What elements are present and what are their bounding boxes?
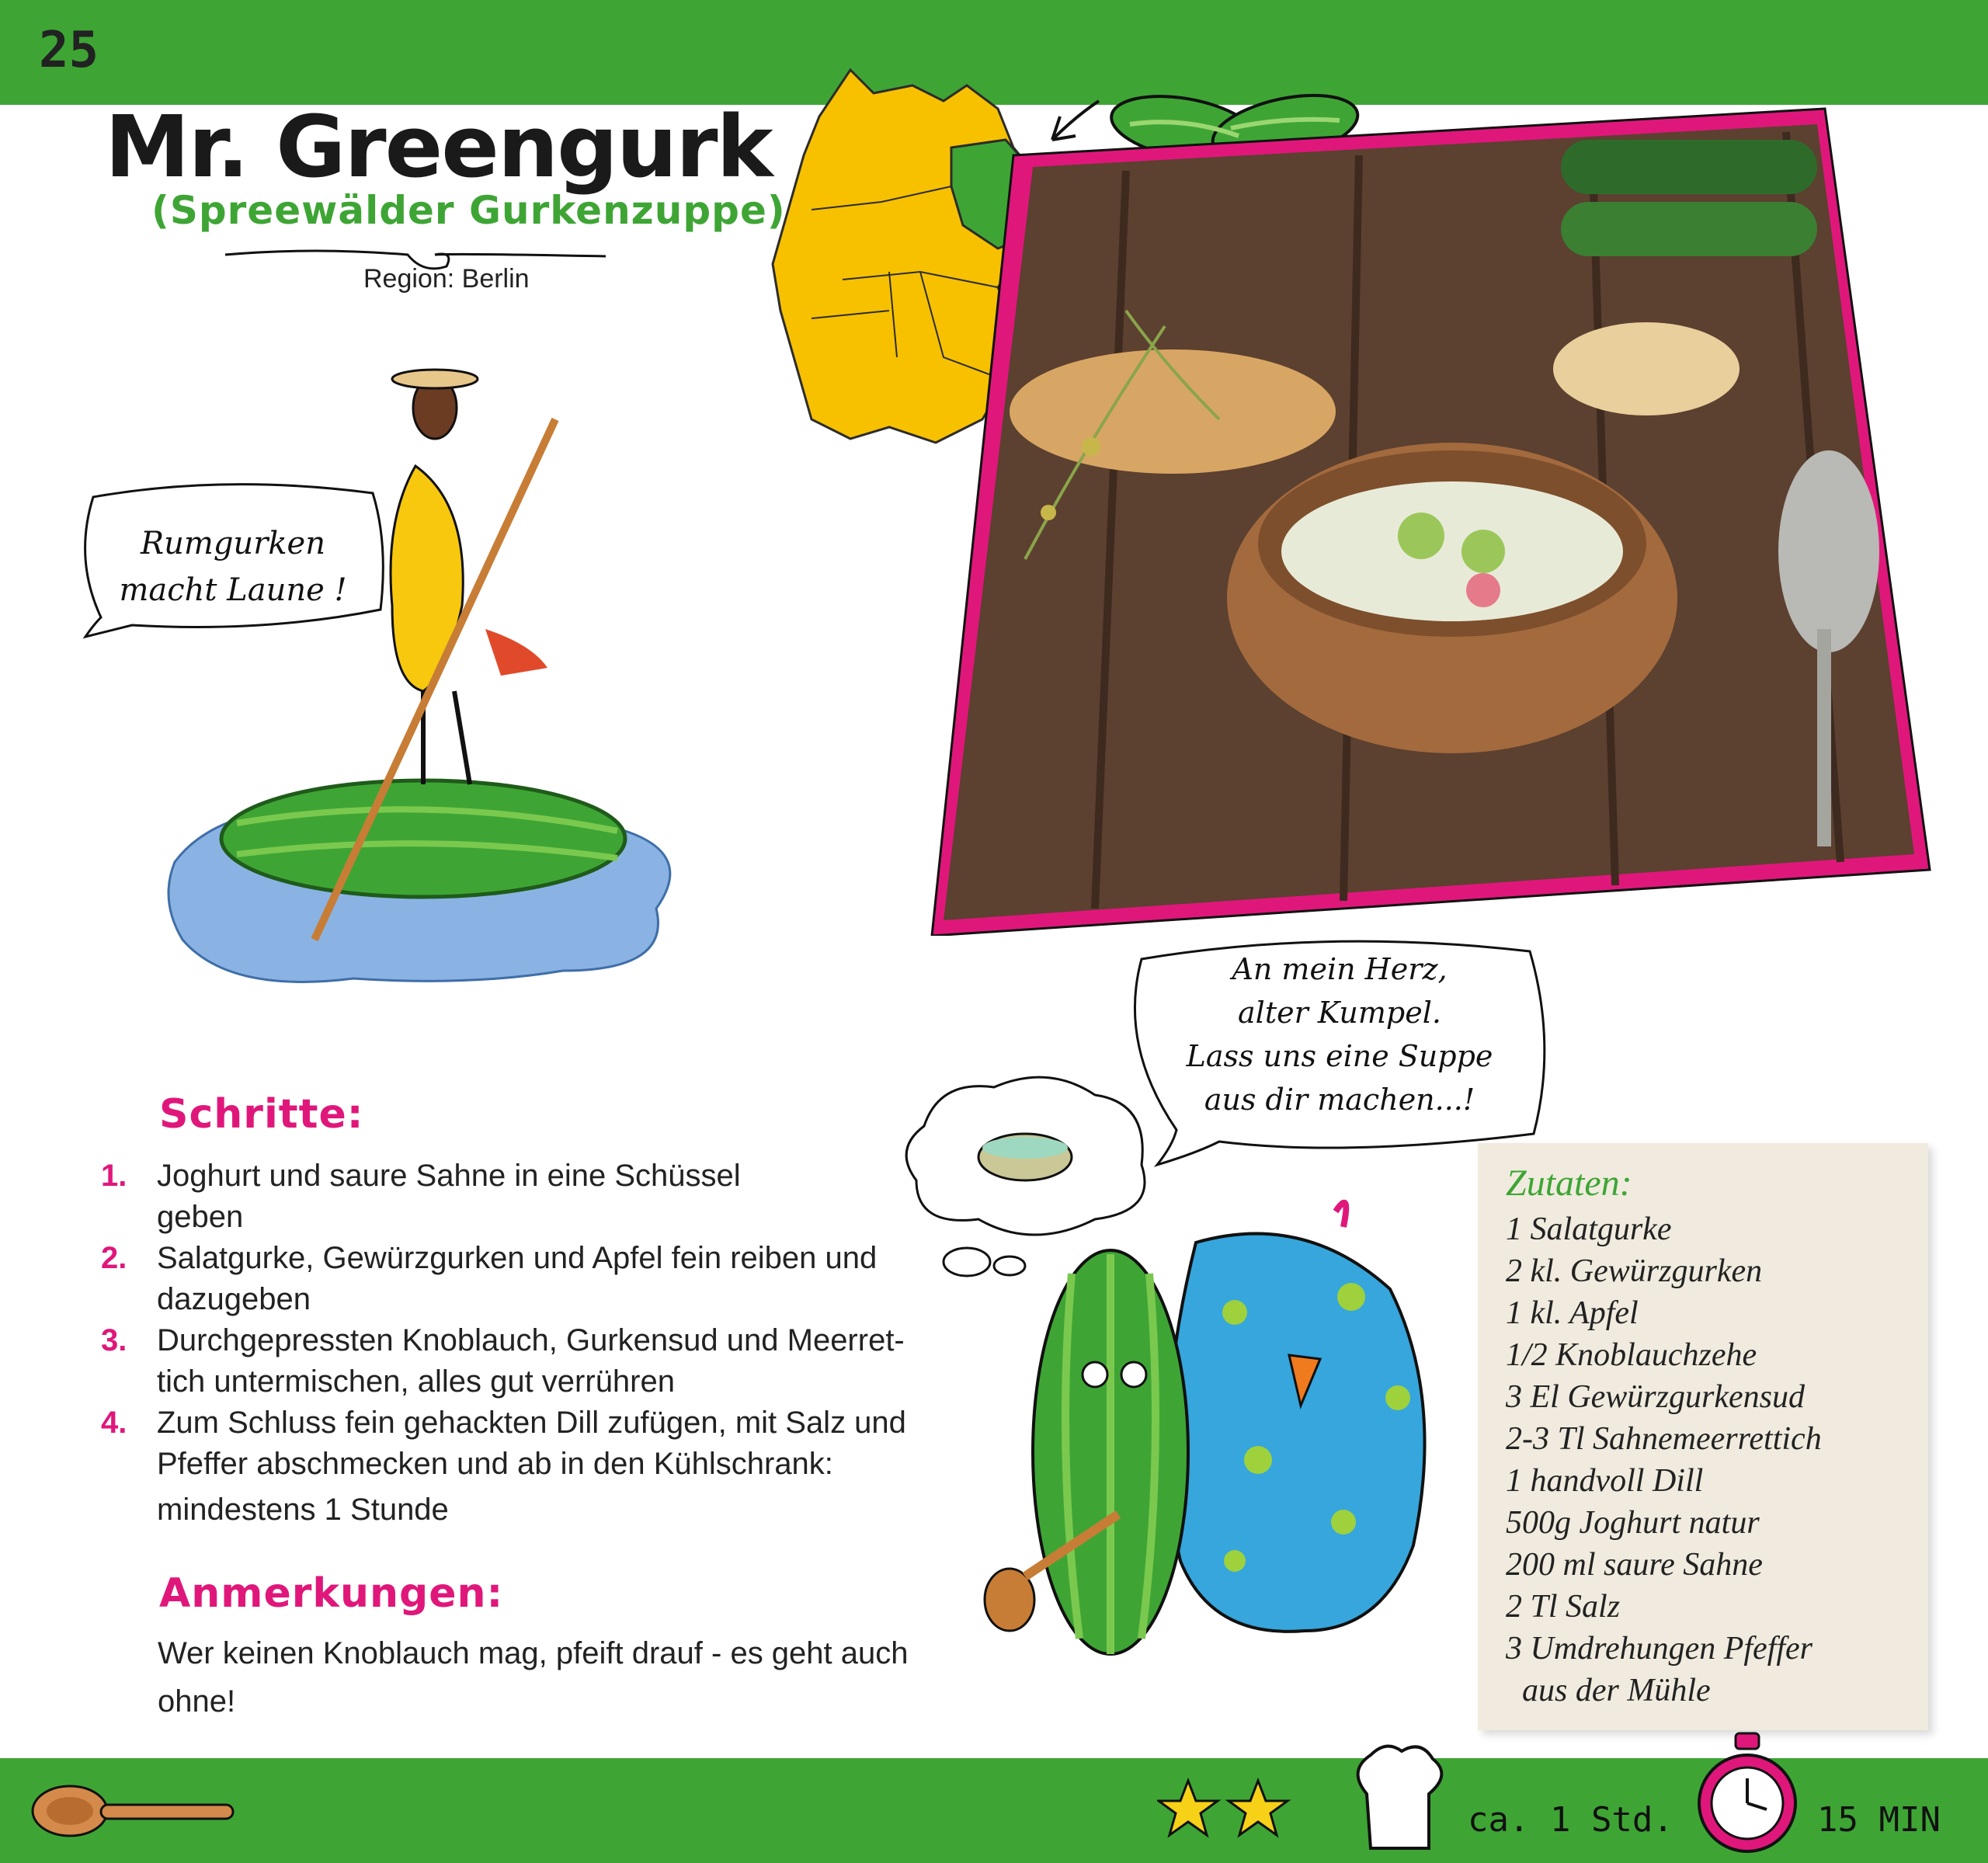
- bottom-bar: [0, 1758, 1988, 1863]
- page-number: 25: [39, 22, 99, 79]
- step-item: [101, 1156, 963, 1238]
- step-line: Pfeffer abschmecken und ab in den Kühlschrank:: [157, 1447, 833, 1481]
- step-line: mindestens 1 Stunde: [157, 1493, 449, 1527]
- step-item: [101, 1320, 963, 1402]
- total-time-label: ca. 1 Std.: [1468, 1800, 1673, 1840]
- ingredient-item: 3 Umdrehungen Pfeffer: [1506, 1631, 1813, 1667]
- notes-heading: Anmerkungen:: [159, 1570, 504, 1617]
- ingredient-item: 1/2 Knoblauchzehe: [1506, 1337, 1757, 1373]
- ingredient-item: 3 El Gewürzgurkensud: [1506, 1379, 1805, 1415]
- ingredient-item: 1 kl. Apfel: [1506, 1295, 1639, 1331]
- notes-text: [158, 1629, 965, 1726]
- step-text: [157, 1238, 877, 1320]
- step-line: Durchgepressten Knoblauch, Gurkensud und Meerret-: [157, 1323, 905, 1357]
- star-icon: [1229, 1781, 1288, 1835]
- ingredient-item: 1 handvoll Dill: [1506, 1463, 1704, 1499]
- star-icon: [1159, 1781, 1218, 1835]
- wooden-spoon-icon: [27, 1778, 237, 1844]
- step-line: Salatgurke, Gewürzgurken und Apfel fein reiben und: [157, 1241, 878, 1275]
- ingredients-heading: Zutaten:: [1506, 1163, 1632, 1204]
- step-text: [157, 1156, 741, 1238]
- speech-right-line-3: Lass uns eine Suppe: [1186, 1039, 1493, 1073]
- stopwatch-icon: [1693, 1732, 1802, 1860]
- step-number: 3.: [101, 1323, 127, 1357]
- recipe-title: Mr. Greengurk: [105, 97, 772, 196]
- ingredient-item: 1 Salatgurke: [1506, 1211, 1672, 1247]
- step-number: 4.: [101, 1406, 127, 1440]
- step-number: 2.: [101, 1241, 127, 1275]
- step-item: [101, 1402, 963, 1531]
- step-line: Zum Schluss fein gehackten Dill zufügen, mit Salz und: [157, 1406, 906, 1440]
- steps-heading: Schritte:: [159, 1091, 364, 1138]
- ingredient-item: 2 Tl Salz: [1506, 1589, 1621, 1625]
- duck-on-cucumber-illustration: [159, 349, 703, 994]
- ingredients-card: [1478, 1143, 1928, 1730]
- chef-hat-icon: [1347, 1740, 1448, 1856]
- speech-right-line-4: aus dir machen...!: [1204, 1083, 1475, 1117]
- step-line: tich untermischen, alles gut verrühren: [157, 1364, 675, 1399]
- speech-left-line-2: macht Laune !: [119, 572, 347, 608]
- speech-left-line-1: Rumgurken: [141, 526, 325, 561]
- region-label: Region: Berlin: [363, 264, 530, 294]
- soup-photo: [893, 93, 1957, 936]
- steps-list: [101, 1156, 963, 1531]
- cucumber-monster-illustration: [978, 1196, 1452, 1693]
- notes-line: ohne!: [158, 1684, 236, 1719]
- speech-right-line-1: An mein Herz,: [1232, 952, 1448, 986]
- ingredients-list: [1506, 1208, 1822, 1712]
- recipe-subtitle: (Spreewälder Gurkenzuppe): [151, 188, 786, 233]
- difficulty-stars: [1157, 1774, 1305, 1844]
- step-text: [157, 1402, 906, 1531]
- ingredient-item: 2-3 Tl Sahnemeerrettich: [1506, 1421, 1822, 1457]
- step-line: Joghurt und saure Sahne in eine Schüssel: [157, 1159, 741, 1193]
- step-line: geben: [157, 1200, 244, 1234]
- ingredient-item: 200 ml saure Sahne: [1506, 1547, 1763, 1583]
- ingredient-item: aus der Mühle: [1506, 1673, 1711, 1708]
- step-item: [101, 1238, 963, 1320]
- ingredient-item: 500g Joghurt natur: [1506, 1505, 1760, 1541]
- speech-right-line-2: alter Kumpel.: [1238, 996, 1441, 1030]
- step-line: dazugeben: [157, 1282, 311, 1316]
- ingredient-item: 2 kl. Gewürzgurken: [1506, 1253, 1763, 1289]
- notes-line: Wer keinen Knoblauch mag, pfeift drauf - es geht auch: [158, 1636, 909, 1670]
- speech-right-text: [1149, 947, 1530, 1121]
- step-text: [157, 1320, 905, 1402]
- prep-time-label: 15 MIN: [1817, 1800, 1941, 1840]
- step-number: 1.: [101, 1159, 127, 1193]
